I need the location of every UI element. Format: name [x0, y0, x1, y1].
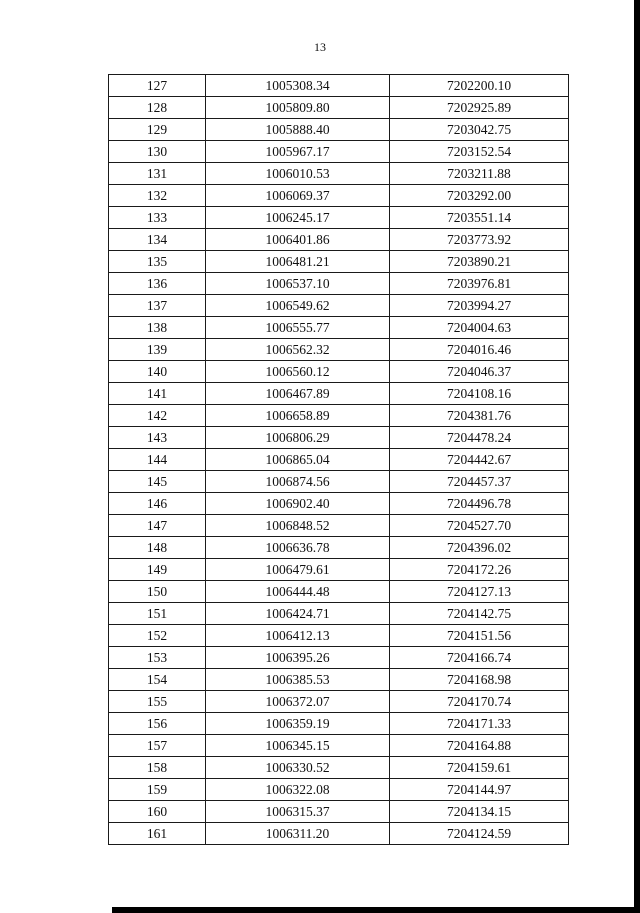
table-row [109, 647, 569, 669]
y-coordinate-cell: 7204016.46 [390, 339, 569, 361]
x-coordinate-cell: 1005308.34 [206, 75, 390, 97]
y-coordinate-cell: 7204172.26 [390, 559, 569, 581]
table-row [109, 229, 569, 251]
table-row [109, 757, 569, 779]
point-number-cell: 132 [109, 185, 206, 207]
x-coordinate-cell: 1006555.77 [206, 317, 390, 339]
coordinates-table [108, 74, 569, 845]
x-coordinate-cell: 1006359.19 [206, 713, 390, 735]
table-row [109, 537, 569, 559]
x-coordinate-cell: 1006311.20 [206, 823, 390, 845]
point-number-cell: 148 [109, 537, 206, 559]
y-coordinate-cell: 7203292.00 [390, 185, 569, 207]
x-coordinate-cell: 1006848.52 [206, 515, 390, 537]
table-row [109, 691, 569, 713]
x-coordinate-cell: 1005809.80 [206, 97, 390, 119]
x-coordinate-cell: 1006385.53 [206, 669, 390, 691]
x-coordinate-cell: 1006865.04 [206, 449, 390, 471]
point-number-cell: 150 [109, 581, 206, 603]
x-coordinate-cell: 1006322.08 [206, 779, 390, 801]
table-row [109, 361, 569, 383]
point-number-cell: 146 [109, 493, 206, 515]
y-coordinate-cell: 7204381.76 [390, 405, 569, 427]
x-coordinate-cell: 1006401.86 [206, 229, 390, 251]
table-row [109, 559, 569, 581]
point-number-cell: 138 [109, 317, 206, 339]
page-number: 13 [314, 40, 326, 54]
table-row [109, 75, 569, 97]
x-coordinate-cell: 1006479.61 [206, 559, 390, 581]
table-row [109, 339, 569, 361]
table-row [109, 427, 569, 449]
x-coordinate-cell: 1006874.56 [206, 471, 390, 493]
point-number-cell: 127 [109, 75, 206, 97]
x-coordinate-cell: 1005888.40 [206, 119, 390, 141]
point-number-cell: 159 [109, 779, 206, 801]
table-row [109, 449, 569, 471]
x-coordinate-cell: 1006424.71 [206, 603, 390, 625]
table-row [109, 295, 569, 317]
x-coordinate-cell: 1006330.52 [206, 757, 390, 779]
table-row [109, 119, 569, 141]
point-number-cell: 157 [109, 735, 206, 757]
y-coordinate-cell: 7204170.74 [390, 691, 569, 713]
point-number-cell: 154 [109, 669, 206, 691]
y-coordinate-cell: 7203976.81 [390, 273, 569, 295]
table-row [109, 735, 569, 757]
y-coordinate-cell: 7204171.33 [390, 713, 569, 735]
y-coordinate-cell: 7204108.16 [390, 383, 569, 405]
point-number-cell: 137 [109, 295, 206, 317]
point-number-cell: 151 [109, 603, 206, 625]
table-row [109, 669, 569, 691]
point-number-cell: 149 [109, 559, 206, 581]
table-row [109, 779, 569, 801]
table-row [109, 581, 569, 603]
y-coordinate-cell: 7204159.61 [390, 757, 569, 779]
y-coordinate-cell: 7202925.89 [390, 97, 569, 119]
coordinates-table-body [109, 75, 569, 845]
y-coordinate-cell: 7204124.59 [390, 823, 569, 845]
y-coordinate-cell: 7203994.27 [390, 295, 569, 317]
x-coordinate-cell: 1006395.26 [206, 647, 390, 669]
y-coordinate-cell: 7203211.88 [390, 163, 569, 185]
table-row [109, 163, 569, 185]
x-coordinate-cell: 1006806.29 [206, 427, 390, 449]
x-coordinate-cell: 1006549.62 [206, 295, 390, 317]
point-number-cell: 141 [109, 383, 206, 405]
x-coordinate-cell: 1006902.40 [206, 493, 390, 515]
point-number-cell: 147 [109, 515, 206, 537]
x-coordinate-cell: 1006245.17 [206, 207, 390, 229]
table-row [109, 625, 569, 647]
point-number-cell: 161 [109, 823, 206, 845]
point-number-cell: 143 [109, 427, 206, 449]
point-number-cell: 128 [109, 97, 206, 119]
point-number-cell: 156 [109, 713, 206, 735]
y-coordinate-cell: 7204046.37 [390, 361, 569, 383]
x-coordinate-cell: 1006372.07 [206, 691, 390, 713]
table-row [109, 383, 569, 405]
table-row [109, 493, 569, 515]
table-row [109, 603, 569, 625]
y-coordinate-cell: 7203773.92 [390, 229, 569, 251]
y-coordinate-cell: 7202200.10 [390, 75, 569, 97]
point-number-cell: 158 [109, 757, 206, 779]
y-coordinate-cell: 7203152.54 [390, 141, 569, 163]
point-number-cell: 145 [109, 471, 206, 493]
y-coordinate-cell: 7203551.14 [390, 207, 569, 229]
y-coordinate-cell: 7204142.75 [390, 603, 569, 625]
point-number-cell: 131 [109, 163, 206, 185]
y-coordinate-cell: 7204496.78 [390, 493, 569, 515]
point-number-cell: 140 [109, 361, 206, 383]
table-row [109, 713, 569, 735]
x-coordinate-cell: 1006560.12 [206, 361, 390, 383]
x-coordinate-cell: 1006345.15 [206, 735, 390, 757]
y-coordinate-cell: 7204166.74 [390, 647, 569, 669]
y-coordinate-cell: 7204527.70 [390, 515, 569, 537]
x-coordinate-cell: 1006658.89 [206, 405, 390, 427]
point-number-cell: 160 [109, 801, 206, 823]
y-coordinate-cell: 7204127.13 [390, 581, 569, 603]
point-number-cell: 155 [109, 691, 206, 713]
point-number-cell: 139 [109, 339, 206, 361]
y-coordinate-cell: 7204134.15 [390, 801, 569, 823]
point-number-cell: 153 [109, 647, 206, 669]
table-row [109, 251, 569, 273]
y-coordinate-cell: 7203042.75 [390, 119, 569, 141]
scan-edge-bottom [112, 907, 640, 913]
table-row [109, 97, 569, 119]
point-number-cell: 133 [109, 207, 206, 229]
point-number-cell: 130 [109, 141, 206, 163]
table-row [109, 801, 569, 823]
y-coordinate-cell: 7204151.56 [390, 625, 569, 647]
y-coordinate-cell: 7204457.37 [390, 471, 569, 493]
point-number-cell: 152 [109, 625, 206, 647]
table-row [109, 515, 569, 537]
x-coordinate-cell: 1005967.17 [206, 141, 390, 163]
point-number-cell: 144 [109, 449, 206, 471]
point-number-cell: 134 [109, 229, 206, 251]
coordinates-table-container [108, 74, 568, 845]
point-number-cell: 142 [109, 405, 206, 427]
point-number-cell: 129 [109, 119, 206, 141]
y-coordinate-cell: 7203890.21 [390, 251, 569, 273]
y-coordinate-cell: 7204396.02 [390, 537, 569, 559]
x-coordinate-cell: 1006315.37 [206, 801, 390, 823]
x-coordinate-cell: 1006636.78 [206, 537, 390, 559]
x-coordinate-cell: 1006069.37 [206, 185, 390, 207]
table-row [109, 405, 569, 427]
y-coordinate-cell: 7204478.24 [390, 427, 569, 449]
x-coordinate-cell: 1006444.48 [206, 581, 390, 603]
point-number-cell: 135 [109, 251, 206, 273]
table-row [109, 317, 569, 339]
table-row [109, 141, 569, 163]
table-row [109, 185, 569, 207]
x-coordinate-cell: 1006562.32 [206, 339, 390, 361]
table-row [109, 471, 569, 493]
x-coordinate-cell: 1006537.10 [206, 273, 390, 295]
y-coordinate-cell: 7204004.63 [390, 317, 569, 339]
x-coordinate-cell: 1006412.13 [206, 625, 390, 647]
point-number-cell: 136 [109, 273, 206, 295]
x-coordinate-cell: 1006467.89 [206, 383, 390, 405]
x-coordinate-cell: 1006481.21 [206, 251, 390, 273]
scan-edge-right [634, 0, 640, 913]
table-row [109, 273, 569, 295]
table-row [109, 823, 569, 845]
y-coordinate-cell: 7204442.67 [390, 449, 569, 471]
y-coordinate-cell: 7204164.88 [390, 735, 569, 757]
table-row [109, 207, 569, 229]
y-coordinate-cell: 7204168.98 [390, 669, 569, 691]
y-coordinate-cell: 7204144.97 [390, 779, 569, 801]
x-coordinate-cell: 1006010.53 [206, 163, 390, 185]
